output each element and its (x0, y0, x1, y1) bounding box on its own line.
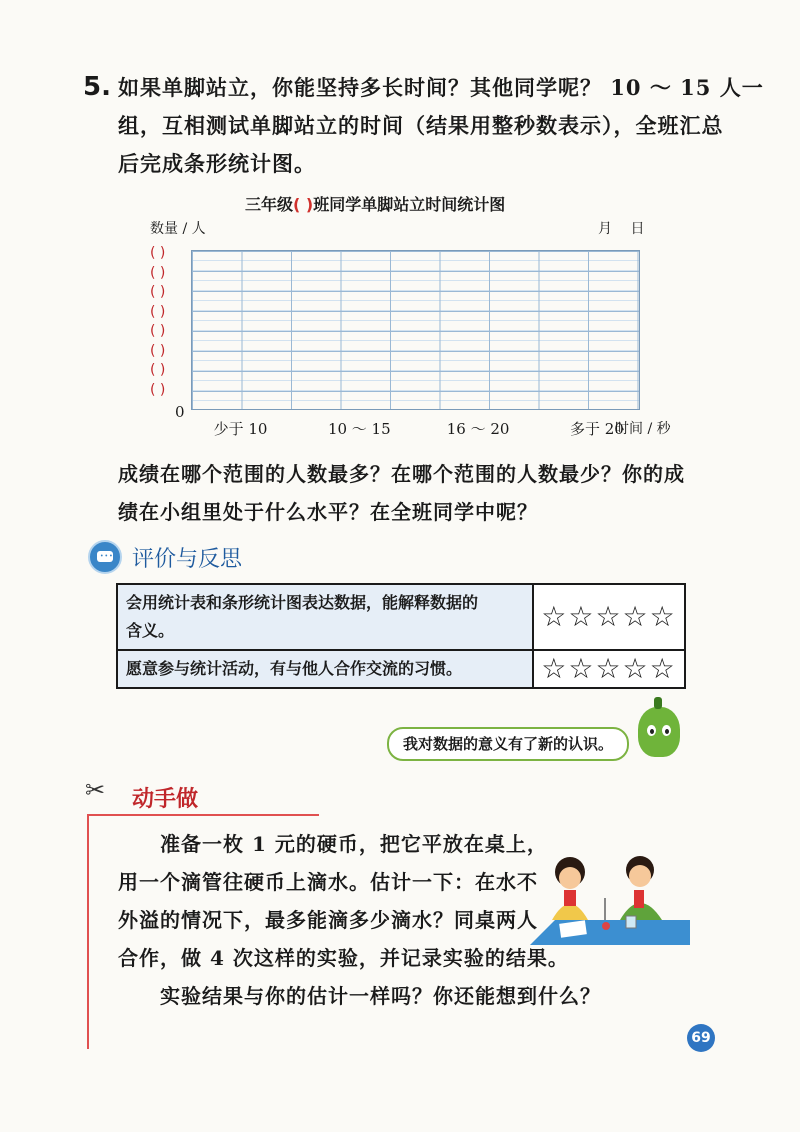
hands-on-line-5: 实验结果与你的估计一样吗？你还能想到什么？ (160, 984, 601, 1008)
chart-x-tick-label: 16 ～ 20 (446, 420, 510, 438)
problem-line-3: 后完成条形统计图。 (118, 151, 316, 176)
chart-x-tick-label: 少于 10 (213, 420, 268, 438)
chart-y-tick-label[interactable]: ( ) (150, 284, 166, 300)
chart-y-tick-label[interactable]: ( ) (150, 245, 166, 261)
chart-y-origin: 0 (175, 403, 185, 421)
chart-title-prefix: 三年级 (245, 195, 294, 214)
chart-title-suffix: 班同学单脚站立时间统计图 (313, 195, 506, 214)
hands-on-title: 动手做 (132, 787, 199, 812)
scissors-icon: ✂ (85, 776, 106, 804)
page-number: 69 (687, 1024, 715, 1052)
star-rating[interactable]: ☆☆☆☆☆ (533, 650, 685, 688)
chart-y-tick-label[interactable]: ( ) (150, 342, 166, 359)
chat-bubble-icon: ••• (88, 540, 122, 574)
chart-x-label: 时间 / 秒 (615, 421, 671, 437)
chart-y-tick-label[interactable]: ( ) (150, 362, 166, 378)
hands-on-line-2: 用一个滴管往硬币上滴水。估计一下：在水不 (118, 870, 538, 894)
hands-on-line-4: 合作，做 4 次这样的实验，并记录实验的结果。 (118, 946, 569, 970)
reflection-title: 评价与反思 (132, 547, 243, 572)
star-rating[interactable]: ☆☆☆☆☆ (533, 584, 685, 650)
chart-title (245, 192, 505, 215)
evaluation-row (117, 650, 685, 688)
evaluation-text-line: 会用统计表和条形统计图表达数据，能解释数据的 (126, 593, 479, 612)
hands-on-side-rule (87, 814, 89, 1049)
evaluation-text (117, 584, 533, 650)
evaluation-text: 愿意参与统计活动，有与他人合作交流的习惯。 (117, 650, 533, 688)
chart-y-tick-label[interactable]: ( ) (150, 323, 166, 339)
hands-on-line-1: 准备一枚 1 元的硬币，把它平放在桌上， (160, 832, 548, 856)
chart-y-tick-label[interactable]: ( ) (150, 303, 166, 320)
evaluation-row (117, 584, 685, 650)
problem-line-1: 如果单脚站立，你能坚持多长时间？其他同学呢？ 10 ～ 15 人一 (118, 75, 764, 100)
question-line-2: 绩在小组里处于什么水平？在全班同学中呢？ (118, 500, 538, 524)
chart-y-tick-label[interactable]: ( ) (150, 264, 166, 281)
problem-number: 5. (83, 72, 111, 102)
evaluation-table (116, 583, 686, 689)
question-line-1: 成绩在哪个范围的人数最多？在哪个范围的人数最少？你的成 (118, 462, 685, 486)
green-pepper-mascot-icon (638, 707, 680, 757)
chart-title-blank: ( ) (293, 195, 314, 214)
hands-on-rule (87, 814, 319, 816)
chart-date-label: 月 日 (598, 221, 645, 237)
chart-y-label: 数量 / 人 (150, 221, 206, 237)
evaluation-text-line: 含义。 (126, 621, 175, 640)
chart-y-tick-label[interactable]: ( ) (150, 381, 166, 398)
chart-grid (191, 250, 640, 410)
speech-bubble: 我对数据的意义有了新的认识。 (387, 727, 629, 761)
chart-x-tick-label: 10 ～ 15 (327, 420, 391, 438)
chart-x-tick-label: 多于 20 (569, 420, 624, 438)
problem-line-2: 组，互相测试单脚站立的时间（结果用整秒数表示），全班汇总 (118, 113, 724, 138)
hands-on-line-3: 外溢的情况下，最多能滴多少滴水？同桌两人 (118, 908, 538, 932)
students-experiment-illustration (530, 850, 690, 950)
